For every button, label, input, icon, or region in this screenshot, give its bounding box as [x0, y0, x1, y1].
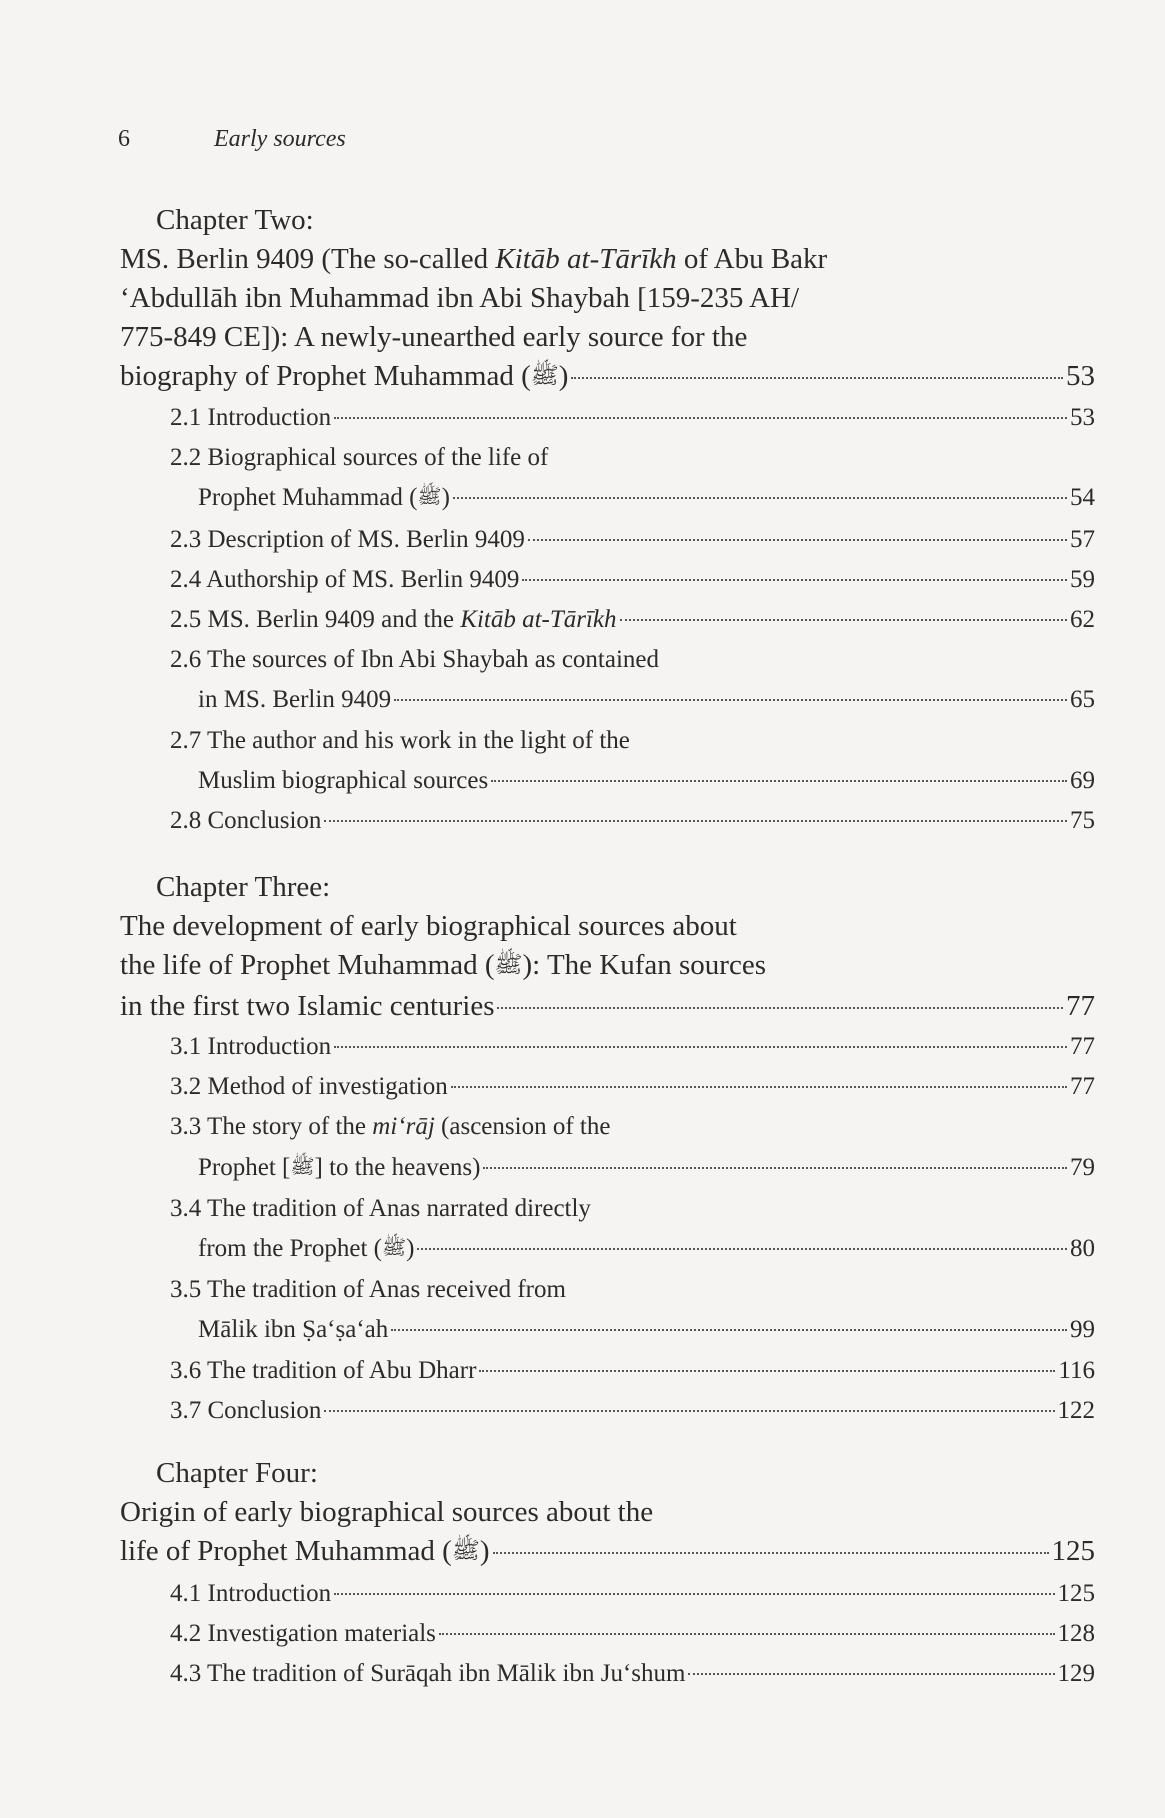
- page-ref: 53: [1070, 404, 1095, 431]
- italic-term: mi‘rāj: [372, 1113, 435, 1141]
- toc-entry[interactable]: [170, 1148, 1095, 1189]
- entry-text: 2.6 The sources of Ibn Abi Shaybah as contained: [170, 646, 660, 674]
- running-header: [118, 126, 346, 153]
- dot-leader: [479, 1370, 1055, 1372]
- entry-text: biography of Prophet Muhammad (ﷺ): [120, 357, 568, 398]
- entry-text: in MS. Berlin 9409: [198, 686, 392, 714]
- entry-text: 4.3 The tradition of Surāqah ibn Mālik ibn Ju‘shum: [170, 1660, 686, 1688]
- entry-text: 2.7 The author and his work in the light of the: [170, 726, 630, 754]
- entry-text: 4.2 Investigation materials: [170, 1620, 436, 1648]
- toc-entry[interactable]: [170, 680, 1095, 720]
- dot-leader: [439, 1633, 1055, 1635]
- entry-text: 2.8 Conclusion: [170, 807, 322, 835]
- italic-title: Kitāb at-Tārīkh: [495, 243, 677, 275]
- honorific-glyph: ﷺ: [417, 486, 442, 509]
- chapter-title-line: ʻAbdullāh ibn Muhammad ibn Abi Shaybah [159-235 AH/: [120, 282, 800, 314]
- entry-text: life of Prophet Muhammad (ﷺ): [120, 1532, 490, 1573]
- entry-text: 2.4 Authorship of MS. Berlin 9409: [170, 565, 520, 593]
- dot-leader: [483, 1167, 1067, 1169]
- page-ref: 80: [1070, 1235, 1095, 1263]
- toc-entry[interactable]: [170, 1574, 1095, 1614]
- toc-entry[interactable]: [170, 801, 1095, 841]
- dot-leader: [528, 539, 1067, 541]
- chapter-four-sections: [170, 1574, 1095, 1695]
- entry-text: Prophet Muhammad (ﷺ): [198, 478, 450, 519]
- entry-text: from the Prophet (ﷺ): [198, 1229, 414, 1270]
- entry-text: 3.2 Method of investigation: [170, 1073, 448, 1101]
- entry-text: 2.3 Description of MS. Berlin 9409: [170, 525, 525, 553]
- entry-text: 3.1 Introduction: [170, 1033, 332, 1060]
- page-ref: 62: [1070, 606, 1095, 634]
- toc-entry[interactable]: [170, 1310, 1095, 1350]
- dot-leader: [334, 1046, 1067, 1048]
- dot-leader: [453, 497, 1067, 499]
- page-ref: 129: [1057, 1660, 1095, 1688]
- entry-text: 3.7 Conclusion: [170, 1396, 322, 1424]
- toc-entry[interactable]: [170, 478, 1095, 519]
- dot-leader: [571, 377, 1063, 379]
- toc-entry[interactable]: [170, 1027, 1095, 1067]
- italic-title: Kitāb at-Tārīkh: [460, 606, 617, 634]
- page-ref: 54: [1070, 484, 1095, 512]
- page-ref: 99: [1070, 1316, 1095, 1344]
- chapter-title-line: the life of Prophet Muhammad (ﷺ): The Kufan sources: [120, 946, 1095, 987]
- dot-leader: [334, 1593, 1054, 1595]
- toc-entry[interactable]: [170, 1614, 1095, 1654]
- page-ref: 77: [1070, 1033, 1095, 1060]
- chapter-label: Chapter Four:: [156, 1457, 318, 1489]
- dot-leader: [334, 417, 1067, 419]
- toc-entry[interactable]: [170, 761, 1095, 801]
- chapter-label: Chapter Three:: [156, 871, 331, 903]
- dot-leader: [497, 1007, 1063, 1009]
- honorific-glyph: ﷺ: [451, 1538, 480, 1564]
- honorific-glyph: ﷺ: [290, 1155, 315, 1178]
- toc-entry[interactable]: [170, 1067, 1095, 1107]
- entry-text: 3.6 The tradition of Abu Dharr: [170, 1356, 477, 1384]
- page-ref: 65: [1070, 686, 1095, 714]
- chapter-two-entry: [120, 201, 1095, 398]
- page-ref: 79: [1070, 1153, 1095, 1181]
- page-ref: 59: [1070, 565, 1095, 593]
- page-ref: 116: [1058, 1356, 1095, 1384]
- toc-entry[interactable]: [170, 520, 1095, 560]
- toc-entry[interactable]: [170, 1654, 1095, 1694]
- dot-leader: [688, 1673, 1054, 1675]
- entry-text: in the first two Islamic centuries: [120, 990, 495, 1022]
- entry-text: 3.5 The tradition of Anas received from: [170, 1276, 566, 1304]
- page-ref: 77: [1066, 990, 1095, 1022]
- entry-text: 3.4 The tradition of Anas narrated directly: [170, 1194, 591, 1222]
- chapter-title-line: 775-849 CE]): A newly-unearthed early source for the: [120, 321, 748, 353]
- entry-text: Mālik ibn Ṣa‘ṣa‘ah: [198, 1316, 389, 1344]
- page-ref: 53: [1066, 360, 1095, 392]
- honorific-glyph: ﷺ: [530, 363, 559, 389]
- chapter-title-line: MS. Berlin 9409 (The so-called Kitāb at-Tārīkh of Abu Bakr: [120, 243, 828, 275]
- toc-entry[interactable]: [120, 987, 1095, 1026]
- toc-entry[interactable]: [120, 357, 1095, 398]
- page-ref: 77: [1070, 1073, 1095, 1101]
- chapter-three-sections: [170, 1027, 1095, 1431]
- page-ref: 122: [1057, 1396, 1095, 1424]
- dot-leader: [417, 1248, 1067, 1250]
- running-title: Early sources: [214, 126, 346, 152]
- page-ref: 57: [1070, 525, 1095, 553]
- entry-text: 4.1 Introduction: [170, 1580, 332, 1607]
- dot-leader: [394, 699, 1067, 701]
- page-ref: 128: [1057, 1620, 1095, 1648]
- honorific-glyph: ﷺ: [381, 1237, 407, 1260]
- honorific-glyph: ﷺ: [494, 952, 523, 978]
- toc-entry[interactable]: [120, 1532, 1095, 1573]
- page-ref: 69: [1070, 766, 1095, 794]
- entry-text: 2.1 Introduction: [170, 404, 332, 431]
- dot-leader: [391, 1329, 1067, 1331]
- entry-text: Muslim biographical sources: [198, 766, 489, 794]
- toc-entry[interactable]: [170, 1351, 1095, 1391]
- entry-text: 2.5 MS. Berlin 9409 and the Kitāb at-Tārīkh: [170, 606, 617, 634]
- chapter-title-line: Origin of early biographical sources about the: [120, 1496, 654, 1528]
- entry-text: 3.3 The story of the mi‘rāj (ascension of the: [170, 1113, 611, 1141]
- chapter-title-line: The development of early biographical sources about: [120, 910, 737, 942]
- toc-entry[interactable]: [170, 1391, 1095, 1431]
- toc-entry[interactable]: [170, 1229, 1095, 1270]
- dot-leader: [324, 820, 1067, 822]
- entry-text: 2.2 Biographical sources of the life of: [170, 444, 549, 472]
- dot-leader: [451, 1086, 1067, 1088]
- dot-leader: [324, 1410, 1054, 1412]
- toc-entry[interactable]: [170, 560, 1095, 600]
- page-ref: 75: [1070, 807, 1095, 835]
- page-ref: 125: [1051, 1535, 1095, 1567]
- dot-leader: [493, 1552, 1049, 1554]
- entry-text: Prophet [ﷺ] to the heavens): [198, 1148, 480, 1189]
- chapter-label: Chapter Two:: [156, 204, 314, 236]
- page-number: 6: [118, 126, 130, 152]
- dot-leader: [491, 780, 1067, 782]
- dot-leader: [620, 619, 1067, 621]
- chapter-three-entry: [120, 868, 1095, 1026]
- chapter-four-entry: [120, 1454, 1095, 1573]
- dot-leader: [522, 579, 1067, 581]
- chapter-two-sections: [170, 398, 1095, 841]
- page-ref: 125: [1057, 1580, 1095, 1607]
- toc-entry[interactable]: [170, 600, 1095, 640]
- toc-entry[interactable]: [170, 398, 1095, 438]
